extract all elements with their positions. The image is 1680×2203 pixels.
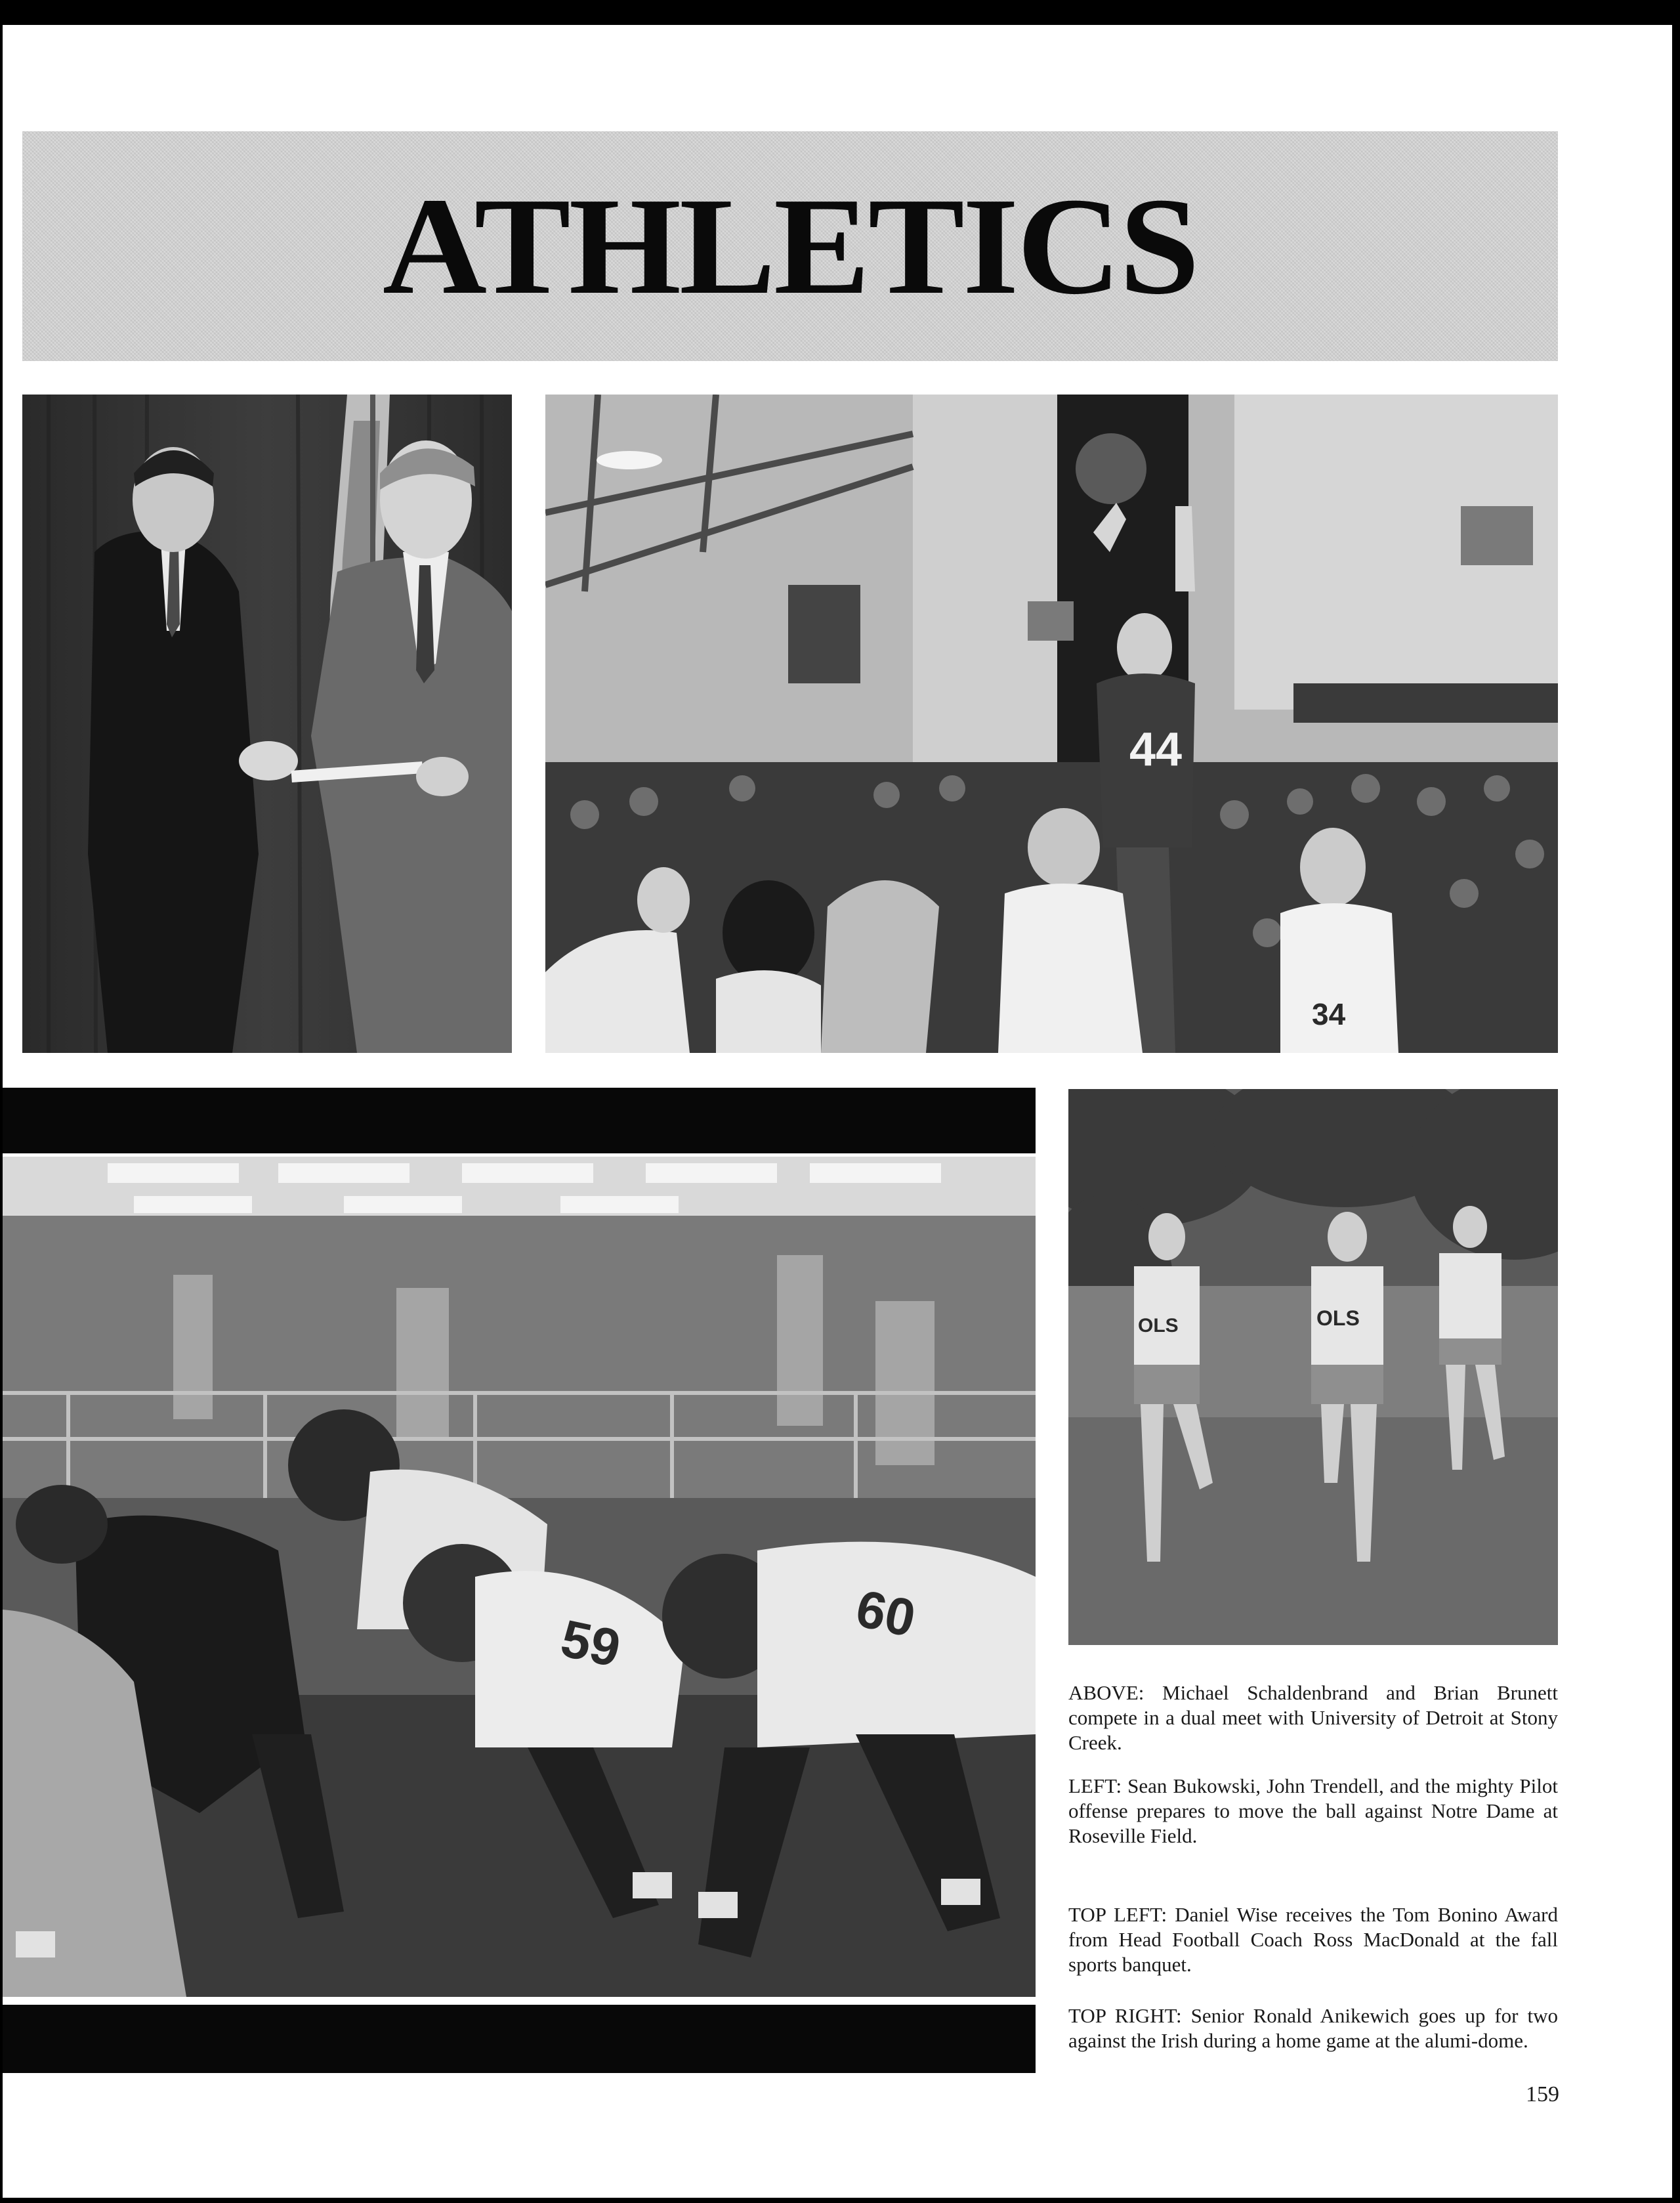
page-number: 159: [1526, 2082, 1559, 2107]
bottom-black-bar: [3, 2005, 1036, 2073]
runner-shirt-1: OLS: [1138, 1315, 1179, 1337]
football-jersey-number-1: 59: [556, 1608, 625, 1679]
caption-left: LEFT: Sean Bukowski, John Trendell, and the mighty Pilot offense prepares to move the ball against Notre Dame at Roseville Field.: [1068, 1774, 1558, 1847]
caption-top-left: TOP LEFT: Daniel Wise receives the Tom Bonino Award from Head Football Coach Ross MacDonald at the fall sports banquet.: [1068, 1903, 1558, 1976]
page-title: ATHLETICS: [382, 169, 1198, 323]
title-band: [22, 131, 1558, 361]
caption-above: ABOVE: Michael Schaldenbrand and Brian Brunett compete in a dual meet with University of Detroit at Stony Creek.: [1068, 1681, 1558, 1754]
caption-top-right: TOP RIGHT: Senior Ronald Anikewich goes up for two against the Irish during a home game at the alumi-dome.: [1068, 2004, 1558, 2052]
football-jersey-number-2: 60: [850, 1578, 921, 1648]
award-photo: [22, 395, 512, 1053]
runner-shirt-2: OLS: [1316, 1306, 1360, 1330]
football-photo: [3, 1157, 1036, 1997]
basketball-photo: [545, 395, 1558, 1053]
opponent-jersey-number: 34: [1312, 997, 1346, 1031]
basketball-jersey-number: 44: [1129, 723, 1183, 776]
top-black-bar: [3, 1088, 1036, 1153]
scan-border: [1672, 0, 1680, 2203]
cross-country-photo: [1068, 1089, 1558, 1645]
